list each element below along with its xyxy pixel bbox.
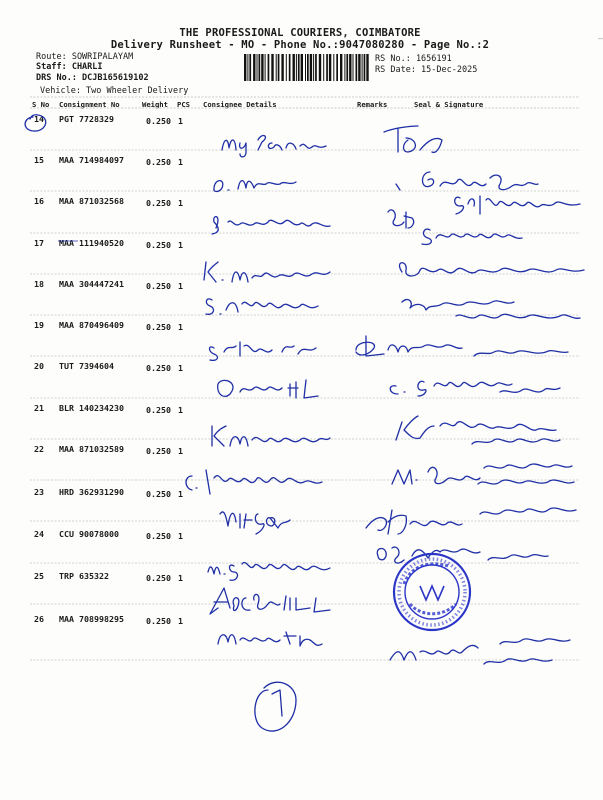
col-header-remarks: Remarks: [357, 100, 388, 109]
corner-mark: –: [598, 34, 603, 43]
row-pcs: 1: [178, 116, 183, 126]
receiver-signature: [392, 464, 574, 484]
row-weight: 0.250: [146, 363, 171, 373]
row-pcs: 1: [178, 489, 183, 499]
row-weight: 0.250: [146, 616, 171, 626]
row-sno: 18: [34, 279, 44, 289]
row-sno: 21: [34, 403, 44, 413]
consignment-number: TUT 7394604: [59, 361, 114, 371]
receiver-signature: [390, 381, 560, 396]
row-sno: 25: [34, 571, 44, 581]
col-header-sno: S No: [32, 100, 50, 109]
row-sno: 19: [34, 320, 44, 330]
consignment-number: MAA 714984097: [59, 155, 124, 165]
consignee-signature: [210, 342, 317, 360]
row-sno: 24: [34, 529, 44, 539]
row-weight: 0.250: [146, 446, 171, 456]
consignee-signature: [220, 512, 290, 534]
consignee-signature: [222, 136, 326, 157]
consignment-number: PGT 7728329: [59, 114, 114, 124]
row-pcs: 1: [178, 281, 183, 291]
company-title: THE PROFESSIONAL COURIERS, COIMBATORE: [179, 27, 421, 39]
consignee-signature: [210, 588, 330, 614]
col-header-seal: Seal & Signature: [414, 100, 484, 109]
row-sno: 20: [34, 361, 44, 371]
col-header-consignee: Consignee Details: [203, 100, 277, 109]
row-pcs: 1: [178, 157, 183, 167]
receiver-signature: [402, 300, 580, 319]
consignee-signature: [204, 262, 330, 282]
consignment-number: MAA 304447241: [59, 279, 124, 289]
consignment-number: CCU 90078000: [59, 529, 119, 539]
consignment-number: HRD 362931290: [59, 487, 124, 497]
consignee-signature: [212, 217, 330, 234]
row-weight: 0.250: [146, 489, 171, 499]
row-pcs: 1: [178, 322, 183, 332]
row-weight: 0.250: [146, 198, 171, 208]
rs-date: RS Date: 15-Dec-2025: [375, 65, 478, 75]
row-sno: 17: [34, 238, 44, 248]
row-pcs: 1: [178, 573, 183, 583]
row-weight: 0.250: [146, 116, 171, 126]
row-weight: 0.250: [146, 573, 171, 583]
row-weight: 0.250: [146, 531, 171, 541]
row-dividers: [30, 150, 580, 660]
row-sno: 26: [34, 614, 44, 624]
receiver-signature: [384, 126, 442, 152]
consignment-number: MAA 870496409: [59, 320, 124, 330]
page-number-mark: [272, 690, 282, 716]
consignee-signature: [208, 562, 330, 580]
row-pcs: 1: [178, 531, 183, 541]
company-seal: [394, 554, 470, 630]
row-pcs: 1: [178, 363, 183, 373]
row-sno: 22: [34, 444, 44, 454]
receiver-signature: [422, 229, 522, 244]
consignment-number: MAA 871032589: [59, 444, 124, 454]
row-weight: 0.250: [146, 405, 171, 415]
receiver-phone: [455, 196, 580, 214]
col-header-consignment: Consignment No: [59, 100, 120, 109]
col-header-pcs: PCS: [177, 100, 190, 109]
vehicle-label: Vehicle: Two Wheeler Delivery: [40, 86, 189, 96]
consignment-number: MAA 708998295: [59, 614, 124, 624]
row-sno: 23: [34, 487, 44, 497]
consignment-number: BLR 140234230: [59, 403, 124, 413]
row-pcs: 1: [178, 405, 183, 415]
consignment-number: TRP 635322: [59, 571, 109, 581]
row-weight: 0.250: [146, 240, 171, 250]
consignee-signature: [218, 632, 322, 646]
route-label: Route: SOWRIPALAYAM: [36, 52, 134, 62]
row-weight: 0.250: [146, 322, 171, 332]
runsheet-subtitle: Delivery Runsheet - MO - Phone No.:9047080280 - Page No.:2: [110, 39, 490, 51]
row-pcs: 1: [178, 616, 183, 626]
consignee-signature: [212, 426, 330, 446]
consignee-signature: [206, 299, 318, 314]
row-sno: 14: [34, 114, 44, 124]
row-weight: 0.250: [146, 281, 171, 291]
consignee-signature: [218, 380, 318, 398]
staff-label: Staff: CHARLI: [36, 62, 103, 72]
receiver-signature: [396, 172, 538, 190]
rs-number: RS No.: 1656191: [375, 54, 452, 64]
receiver-signature: [377, 547, 548, 563]
row-pcs: 1: [178, 198, 183, 208]
row-pcs: 1: [178, 240, 183, 250]
col-header-weight: Weight: [142, 100, 168, 109]
row-sno: 16: [34, 196, 44, 206]
consignment-number: MAA 871032568: [59, 196, 124, 206]
consignee-signature: [214, 181, 296, 192]
circle-mark: [255, 682, 296, 731]
receiver-signature: [356, 336, 568, 356]
row-weight: 0.250: [146, 157, 171, 167]
drs-number: DRS No.: DCJB165619102: [36, 73, 149, 83]
consignee-signature: [186, 470, 322, 494]
circle-mark: [25, 115, 46, 131]
receiver-signature: [388, 210, 414, 228]
receiver-signature: [396, 416, 560, 444]
row-sno: 15: [34, 155, 44, 165]
row-pcs: 1: [178, 446, 183, 456]
consignment-number: MAA 111940520: [59, 238, 124, 248]
